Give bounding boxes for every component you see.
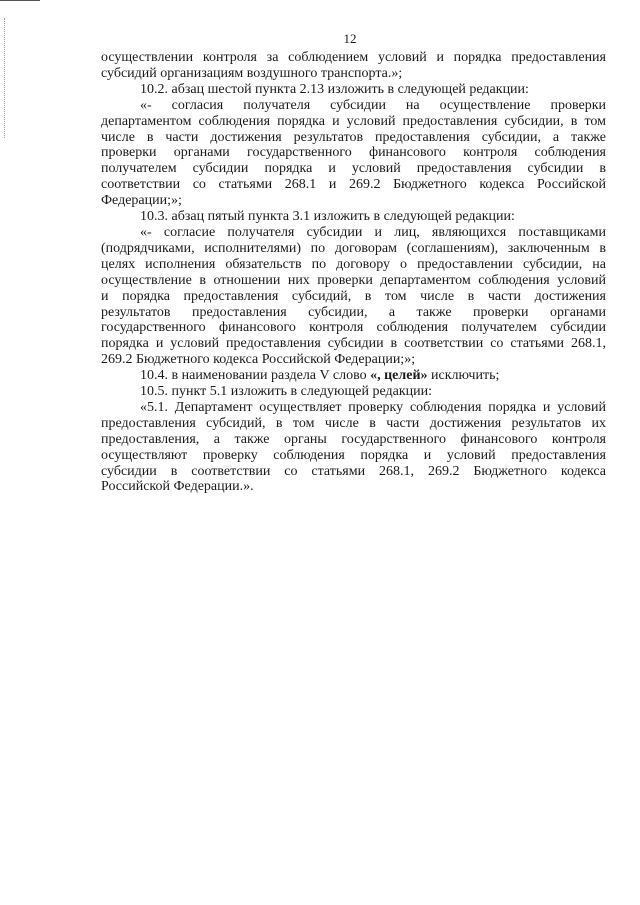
text-line: предоставления, а также органы государственного финансового контроля xyxy=(101,431,606,447)
text-line: числе в части достижения результатов предоставления субсидии, а также xyxy=(101,129,606,145)
text-line: предоставления субсидий, в том числе в части достижения результатов их xyxy=(101,415,606,431)
text-line: «- согласия получателя субсидии на осуществление проверки xyxy=(140,97,606,113)
text-line: осуществлении контроля за соблюдением условий и порядка предоставления xyxy=(101,50,606,65)
text-line: соответствии со статьями 268.1 и 269.2 Бюджетного кодекса Российской xyxy=(101,177,606,193)
text-line: и порядка предоставления субсидий, в том числе в части достижения xyxy=(101,288,606,304)
text-line: департаментом соблюдения порядка и условий предоставления субсидии, в том xyxy=(101,113,606,129)
text-line-start: 10.4. в наименовании раздела V слово xyxy=(140,368,371,384)
text-line: порядка и условий предоставления субсидии в соответствии со статьями 268.1, xyxy=(101,336,606,352)
text-line: субсидий организациям воздушного транспорта.»; xyxy=(101,65,403,81)
text-line: (подрядчиками, исполнителями) по договорам (соглашениям), заключенным в xyxy=(101,240,606,256)
text-line: 269.2 Бюджетного кодекса Российской Федерации;»; xyxy=(101,352,416,368)
text-line: целях исполнения обязательств по договору о предоставлении субсидии, на xyxy=(101,256,606,272)
scan-edge-mark xyxy=(0,0,40,2)
text-line: «5.1. Департамент осуществляет проверку соблюдения порядка и условий xyxy=(140,399,606,415)
text-line: 10.5. пункт 5.1 изложить в следующей редакции: xyxy=(140,384,432,400)
text-line: субсидии в соответствии со статьями 268.1, 269.2 Бюджетного кодекса xyxy=(101,463,606,479)
text-line: «- согласие получателя субсидии и лиц, являющихся поставщиками xyxy=(140,224,606,240)
text-line: 10.3. абзац пятый пункта 3.1 изложить в следующей редакции: xyxy=(140,209,515,225)
text-line: Российской Федерации.». xyxy=(101,479,254,495)
page-number: 12 xyxy=(343,31,357,46)
text-line: Федерации;»; xyxy=(101,193,182,209)
bold-phrase: «, целей» xyxy=(370,368,428,384)
text-line: государственного финансового контроля соблюдения получателем субсидии xyxy=(101,320,606,336)
text-line: 10.2. абзац шестой пункта 2.13 изложить в следующей редакции: xyxy=(140,81,529,97)
text-line: проверки органами государственного финансового контроля соблюдения xyxy=(101,145,606,161)
text-line: осуществление в отношении них проверки департаментом соблюдения условий xyxy=(101,272,606,288)
text-line: осуществляют проверку соблюдения порядка и условий предоставления xyxy=(101,447,606,463)
text-line: получателем субсидии порядка и условий предоставления субсидии в xyxy=(101,161,606,177)
text-line-end: исключить; xyxy=(427,368,500,384)
text-line: результатов предоставления субсидии, а также проверки органами xyxy=(101,304,606,320)
text-line xyxy=(101,368,606,384)
document-body xyxy=(101,50,606,495)
